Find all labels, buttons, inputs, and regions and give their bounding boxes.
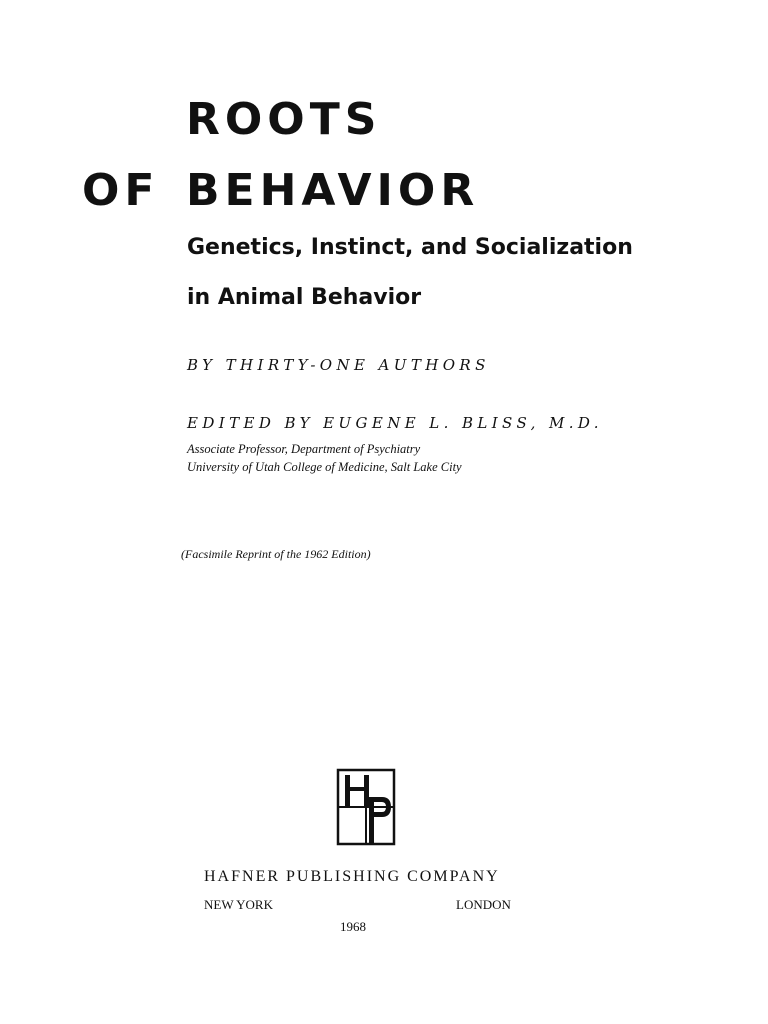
publisher-logo-icon (336, 768, 396, 846)
publisher-city-london: LONDON (456, 897, 511, 912)
editor-affiliation-line-1: Associate Professor, Department of Psychiatry (187, 442, 421, 456)
editor-line: EDITED BY EUGENE L. BLISS, M.D. (187, 414, 603, 432)
book-title-line-2: BEHAVIOR (186, 165, 480, 216)
editor-affiliation-line-2: University of Utah College of Medicine, Salt Lake City (187, 460, 462, 474)
book-subtitle-line-2: in Animal Behavior (187, 285, 422, 310)
publication-year: 1968 (340, 919, 366, 934)
publisher-name: HAFNER PUBLISHING COMPANY (204, 868, 500, 885)
publisher-city-new-york: NEW YORK (204, 897, 273, 912)
book-title-line-1: ROOTS (186, 94, 382, 145)
book-subtitle-line-1: Genetics, Instinct, and Socialization (187, 235, 633, 260)
authors-line: BY THIRTY-ONE AUTHORS (187, 356, 490, 374)
book-title-of: OF (82, 165, 160, 216)
reprint-note: (Facsimile Reprint of the 1962 Edition) (181, 547, 371, 561)
